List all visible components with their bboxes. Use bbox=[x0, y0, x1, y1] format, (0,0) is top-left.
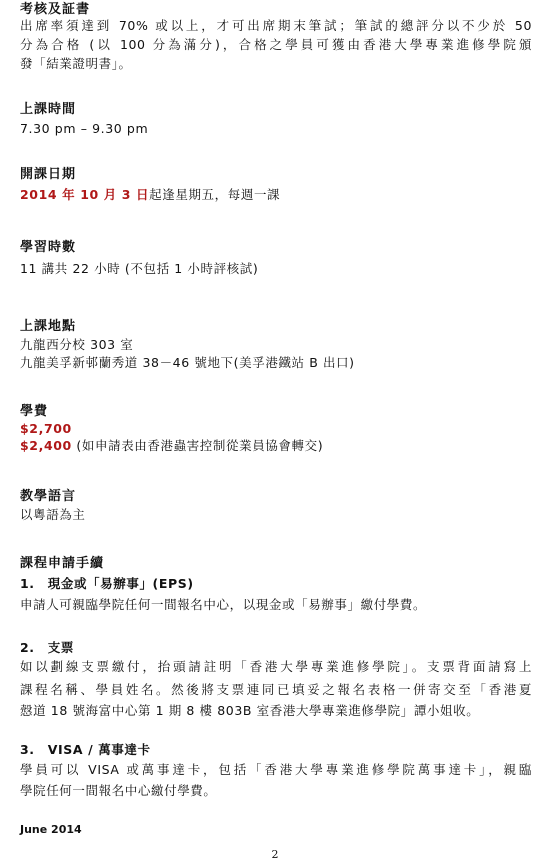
fee-discount-note: (如申請表由香港蟲害控制從業員協會轉交) bbox=[71, 438, 324, 453]
assessment-heading: 考核及証書 bbox=[20, 2, 91, 17]
method-cash-text-line-1: 申請人可親臨學院任何一間報名中心，以現金或「易辦事」繳付學費。 bbox=[20, 597, 427, 612]
method-cash-title: 1. 現金或「易辦事」(EPS) bbox=[20, 576, 194, 591]
fee-discount-line bbox=[20, 437, 532, 455]
page-number: 2 bbox=[271, 848, 279, 861]
method-cheque-text-line-2: 課程名稱、學員姓名。然後將支票連同已填妥之報名表格一併寄交至「香港夏 bbox=[20, 682, 532, 697]
start-date-heading: 開課日期 bbox=[20, 167, 77, 182]
class-time-heading: 上課時間 bbox=[20, 102, 77, 117]
application-heading: 課程申請手續 bbox=[20, 556, 105, 571]
language-heading: 教學語言 bbox=[20, 489, 77, 504]
venue-line-2: 九龍美孚新邨蘭秀道 38－46 號地下(美孚港鐵站 B 出口) bbox=[20, 355, 355, 370]
start-date-value: 2014 年 10 月 3 日 bbox=[20, 187, 150, 202]
fee-discount: $2,400 bbox=[20, 438, 72, 453]
method-card-text-line-2: 學院任何一間報名中心繳付學費。 bbox=[20, 783, 217, 798]
assessment-text-line-1: 出席率須達到 70% 或以上，才可出席期末筆試；筆試的總評分以不少於 50 bbox=[20, 18, 532, 33]
assessment-text-line-2: 分為合格 (以 100 分為滿分)，合格之學員可獲由香港大學專業進修學院頒 bbox=[20, 37, 532, 52]
class-time-value: 7.30 pm – 9.30 pm bbox=[20, 121, 149, 136]
fee-standard: $2,700 bbox=[20, 421, 72, 436]
method-card-title: 3. VISA / 萬事達卡 bbox=[20, 742, 151, 757]
method-card-text-line-1: 學員可以 VISA 或萬事達卡，包括「香港大學專業進修學院萬事達卡」，親臨 bbox=[20, 762, 532, 777]
study-hours-value: 11 講共 22 小時 (不包括 1 小時評核試) bbox=[20, 261, 259, 276]
assessment-text-line-3: 發「結業證明書」。 bbox=[20, 56, 132, 71]
footer-date: June 2014 bbox=[20, 823, 82, 836]
method-cheque-text-line-3: 慤道 18 號海富中心第 1 期 8 樓 803B 室香港大學專業進修學院」譚小姐收。 bbox=[20, 703, 480, 718]
fee-heading: 學費 bbox=[20, 404, 49, 419]
study-hours-heading: 學習時數 bbox=[20, 240, 77, 255]
venue-line-1: 九龍西分校 303 室 bbox=[20, 337, 134, 352]
start-date-line bbox=[20, 186, 532, 204]
language-value: 以粵語為主 bbox=[20, 507, 86, 522]
method-cheque-title: 2. 支票 bbox=[20, 640, 74, 655]
start-date-schedule: 起逢星期五，每週一課 bbox=[149, 187, 281, 202]
method-cheque-text-line-1: 如以劃線支票繳付，抬頭請註明「香港大學專業進修學院」。支票背面請寫上 bbox=[20, 659, 532, 674]
venue-heading: 上課地點 bbox=[20, 319, 77, 334]
